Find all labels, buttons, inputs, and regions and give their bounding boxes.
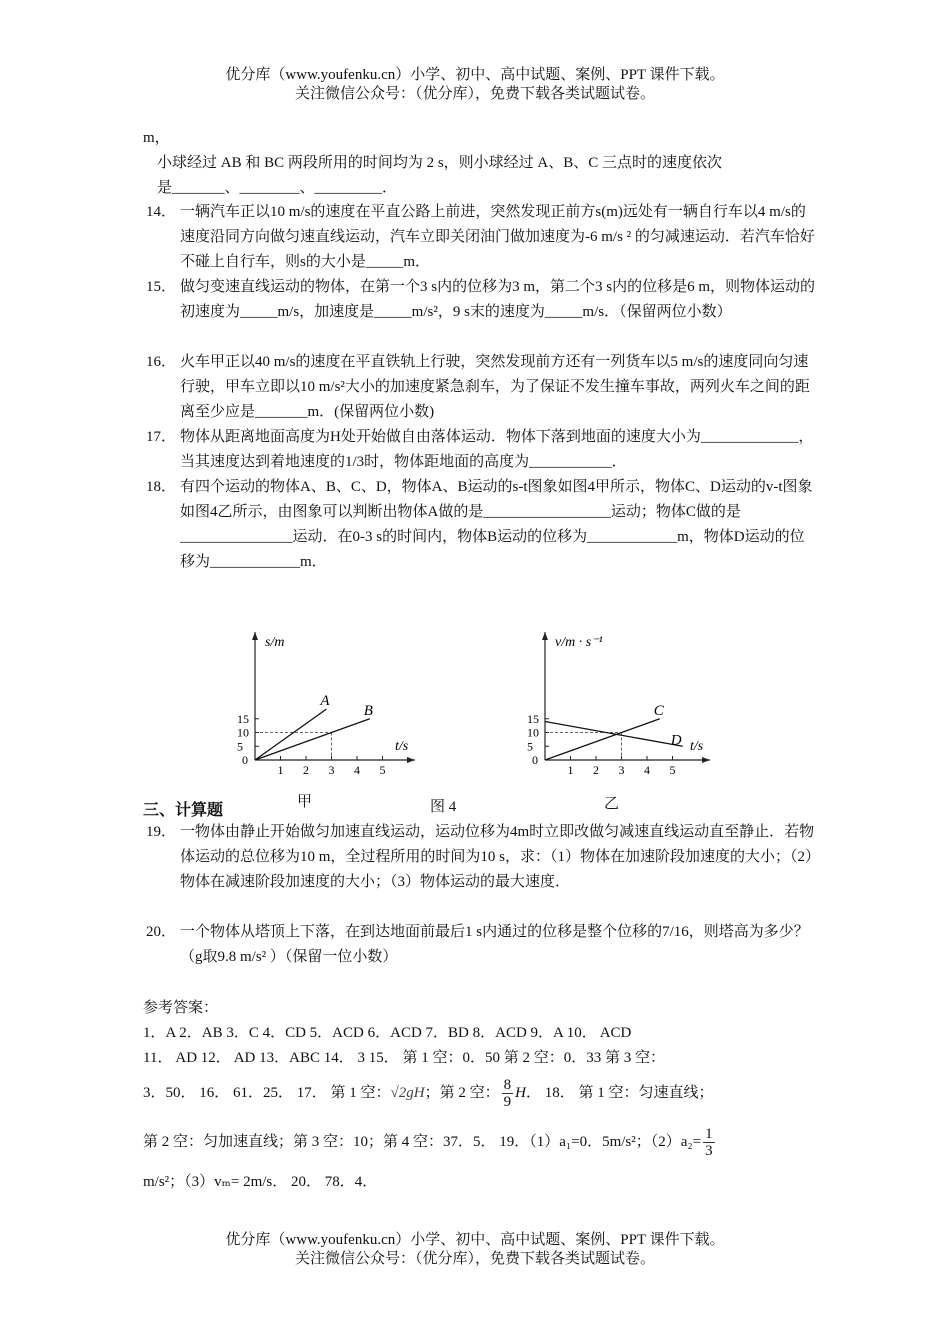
answers-title: 参考答案： bbox=[143, 1000, 219, 1016]
series-label-B: B bbox=[363, 702, 373, 719]
x-tick-label: 5 bbox=[669, 763, 676, 777]
x-tick-label: 4 bbox=[354, 763, 360, 777]
fraction-denominator: 3 bbox=[705, 1143, 713, 1160]
question-19 bbox=[143, 820, 815, 895]
answers-line-3 bbox=[143, 1075, 823, 1111]
x-tick-label: 1 bbox=[277, 763, 284, 777]
series-label-A: A bbox=[320, 693, 330, 710]
question-text: 一辆汽车正以10 m/s的速度在平直公路上前进，突然发现正前方s(m)远处有一辆自行车以4 m/s的速度沿同方向做匀速直线运动，汽车立即关闭油门做加速度为-6 m/s ² 的匀减速运动．若汽车恰好不碰上自行车，则s的大小是_____m． bbox=[180, 204, 815, 270]
chart-jia bbox=[225, 630, 425, 780]
figure-caption: 图 4 bbox=[430, 799, 457, 815]
y-axis-label: v/m · s⁻¹ bbox=[555, 635, 603, 650]
fraction-1-3 bbox=[703, 1126, 715, 1159]
answers-line-4a: 第 2 空：匀加速直线；第 3 空：10；第 4 空：37．5． 19．（1）a₁=0．5m/s²；（2）a₂= bbox=[143, 1134, 702, 1150]
question-text: 物体从距离地面高度为H处开始做自由落体运动．物体下落到地面的速度大小为_____________，当其速度达到着地速度的1/3时，物体距地面的高度为___________． bbox=[180, 429, 814, 470]
x-axis-label: t/s bbox=[690, 739, 704, 754]
question-number: 17． bbox=[146, 429, 177, 445]
series-line-A bbox=[255, 709, 326, 760]
question-text: 一个物体从塔顶上下落，在到达地面前最后1 s内通过的位移是整个位移的7/16，则塔高为多少？（g取9.8 m/s² ）（保留一位小数） bbox=[180, 924, 809, 965]
fraction-numerator: 1 bbox=[705, 1126, 713, 1143]
series-line-B bbox=[255, 719, 370, 760]
x-axis-label: t/s bbox=[395, 739, 409, 754]
y-axis-label: s/m bbox=[265, 635, 285, 650]
footer-line-1: 优分库（www.youfenku.cn）小学、初中、高中试题、案例、PPT 课件下载。 bbox=[225, 1232, 725, 1248]
series-label-D: D bbox=[670, 732, 682, 749]
page-footer bbox=[0, 1231, 950, 1269]
fraction-8-9 bbox=[502, 1077, 514, 1110]
y-tick-label: 5 bbox=[527, 739, 533, 754]
x-tick-label: 4 bbox=[644, 763, 650, 777]
fraction-denominator: 9 bbox=[503, 1094, 512, 1111]
x-tick-label: 2 bbox=[593, 763, 599, 777]
fraction-variable: H bbox=[515, 1085, 526, 1101]
x-tick-label: 3 bbox=[618, 763, 625, 777]
question-number: 14． bbox=[146, 204, 177, 220]
series-label-C: C bbox=[653, 702, 664, 719]
answers-line-3c: ． 18． 第 1 空：匀速直线； bbox=[525, 1085, 714, 1101]
y-axis-arrow-icon bbox=[542, 632, 548, 640]
y-tick-label: 5 bbox=[237, 739, 243, 754]
question-17 bbox=[143, 425, 815, 475]
x-tick-label: 2 bbox=[303, 763, 309, 777]
fraction-numerator: 8 bbox=[503, 1077, 512, 1094]
question-text: 一物体由静止开始做匀加速直线运动，运动位移为4m时立即改做匀减速直线运动直至静止．若物体运动的总位移为10 m，全过程所用的时间为10 s，求：（1）物体在加速阶段加速度的大小；（2）物体在减速阶段加速度的大小；（3）物体运动的最大速度． bbox=[180, 824, 815, 890]
y-tick-label: 15 bbox=[237, 711, 249, 726]
question-number: 20． bbox=[146, 924, 177, 940]
question-number: 18． bbox=[146, 479, 177, 495]
answers-line-3a: 3．50． 16． 61．25． 17． 第 1 空： bbox=[143, 1085, 391, 1101]
origin-label: 0 bbox=[532, 753, 538, 767]
carry-line-2: 是_______、________、_________． bbox=[157, 180, 398, 196]
x-axis-arrow-icon bbox=[407, 757, 415, 763]
answers-line-1: 1．A 2．AB 3．C 4．CD 5．ACD 6．ACD 7．BD 8．ACD 9．A 10． ACD bbox=[143, 1025, 632, 1041]
page-header bbox=[0, 66, 950, 104]
question-text: 火车甲正以40 m/s的速度在平直铁轨上行驶，突然发现前方还有一列货车以5 m/s的速度同向匀速行驶，甲车立即以10 m/s²大小的加速度紧急刹车，为了保证不发生撞车事故，两列火车之间的距离至少应是_______m．(保留两位小数) bbox=[180, 354, 810, 420]
chart-yi bbox=[510, 630, 725, 780]
question-text: 有四个运动的物体A、B、C、D，物体A、B运动的s-t图象如图4甲所示，物体C、D运动的v-t图象如图4乙所示，由图象可以判断出物体A做的是_________________运动；物体C做的是_______________运动．在0-3 s的时间内，物体B运动的位移为____________m，物体D运动的位移为____________m． bbox=[180, 479, 813, 570]
question-number: 15． bbox=[146, 279, 177, 295]
section-title: 三、计算题 bbox=[143, 800, 224, 819]
answers-line-2: 11． AD 12． AD 13．ABC 14． 3 15． 第 1 空：0．50 第 2 空：0．33 第 3 空： bbox=[143, 1050, 665, 1066]
answers-line-5: m/s²；（3）vₘ= 2m/s． 20． 78．4． bbox=[143, 1174, 378, 1190]
question-16 bbox=[143, 350, 815, 425]
carry-line-0: m， bbox=[143, 130, 170, 146]
series-line-D bbox=[545, 722, 683, 747]
question-text: 做匀变速直线运动的物体，在第一个3 s内的位移为3 m，第二个3 s内的位移是6 m，则物体运动的初速度为_____m/s，加速度是_____m/s²，9 s末的速度为_____m/s．（保留两位小数） bbox=[180, 279, 816, 320]
answers-line-4 bbox=[143, 1124, 823, 1160]
y-tick-label: 15 bbox=[527, 711, 539, 726]
question-14 bbox=[143, 200, 815, 275]
figure-label-jia: 甲 bbox=[297, 794, 313, 810]
answers-line-3b: ；第 2 空： bbox=[424, 1085, 500, 1101]
y-tick-label: 10 bbox=[237, 725, 249, 740]
question-number: 16． bbox=[146, 354, 177, 370]
x-axis-arrow-icon bbox=[702, 757, 710, 763]
question-18 bbox=[143, 475, 815, 575]
y-axis-arrow-icon bbox=[252, 632, 258, 640]
footer-line-2: 关注微信公众号：（优分库），免费下载各类试题试卷。 bbox=[294, 1251, 655, 1267]
x-tick-label: 3 bbox=[328, 763, 335, 777]
question-number: 19． bbox=[146, 824, 177, 840]
origin-label: 0 bbox=[242, 753, 248, 767]
figure-label-yi: 乙 bbox=[604, 796, 620, 812]
x-tick-label: 5 bbox=[379, 763, 386, 777]
question-15 bbox=[143, 275, 815, 325]
header-line-2: 关注微信公众号：（优分库），免费下载各类试题试卷。 bbox=[294, 86, 655, 102]
y-tick-label: 10 bbox=[527, 725, 539, 740]
header-line-1: 优分库（www.youfenku.cn）小学、初中、高中试题、案例、PPT 课件下载。 bbox=[225, 67, 725, 83]
sqrt-expression: √2gH bbox=[390, 1085, 425, 1101]
question-20 bbox=[143, 920, 815, 970]
carry-over-question bbox=[143, 126, 815, 201]
x-tick-label: 1 bbox=[567, 763, 574, 777]
carry-line-1: 小球经过 AB 和 BC 两段所用的时间均为 2 s，则小球经过 A、B、C 三点时的速度依次 bbox=[157, 155, 723, 171]
